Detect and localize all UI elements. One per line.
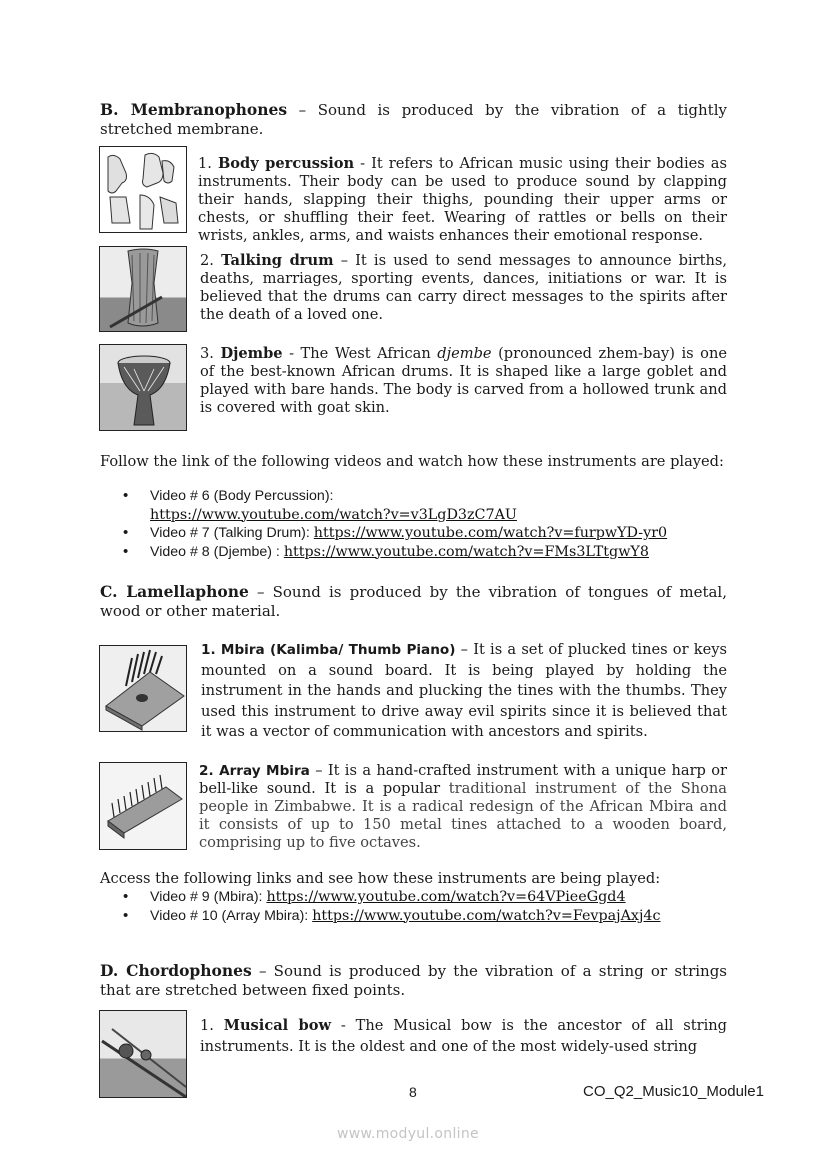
item-text-b: (pronounced zhem-bay) is one of the best-known African drums. It is shaped like a large goblet and played with bare hands. The body is carved from a hollowed trunk and is covered with goat skin. xyxy=(200,345,727,416)
body-percussion-image xyxy=(99,146,187,233)
list-item xyxy=(100,888,750,907)
section-c-heading xyxy=(100,583,727,620)
section-c-title: C. Lamellaphone xyxy=(100,582,249,601)
video-label: Video # 9 (Mbira): xyxy=(150,889,267,905)
item-text-a: - The West African xyxy=(282,345,438,362)
item-name-musical-bow: Musical bow xyxy=(223,1017,332,1034)
item-num: 1. xyxy=(200,1017,224,1034)
djembe-text xyxy=(200,345,727,417)
watermark: www.modyul.online xyxy=(337,1126,479,1142)
item-num: 1. xyxy=(198,155,218,172)
array-mbira-image xyxy=(99,762,187,850)
video-link[interactable]: https://www.youtube.com/watch?v=v3LgD3zC7AU xyxy=(150,506,517,523)
access-text: Access the following links and see how these instruments are being played: xyxy=(100,870,661,887)
djembe-image xyxy=(99,344,187,431)
video-link[interactable]: https://www.youtube.com/watch?v=furpwYD-yr0 xyxy=(313,525,668,541)
video-label: Video # 6 (Body Percussion): xyxy=(150,488,334,504)
item-text-em: djembe xyxy=(437,345,492,362)
section-d-title: D. Chordophones xyxy=(100,961,252,980)
page-number: 8 xyxy=(409,1084,417,1100)
item-text: – It is used to send messages to announce births, deaths, marriages, sporting events, dances, initiations or war. It is believed that the drums can carry direct messages to the spirits after the death of a loved one. xyxy=(200,252,727,323)
item-name-array-mbira: 2. Array Mbira xyxy=(199,763,310,779)
video-list-b xyxy=(100,487,740,561)
video-list-c xyxy=(100,888,750,925)
video-link[interactable]: https://www.youtube.com/watch?v=64VPieeGgd4 xyxy=(266,889,626,905)
body-percussion-text xyxy=(198,155,727,245)
item-text: - It refers to African music using their bodies as instruments. Their body can be used to produce sound by clapping their hands, slapping their thighs, pounding their upper arms or chests, or shuffling their feet. Wearing of rattles or bells on their wrists, ankles, arms, and waists enhances their emotional response. xyxy=(198,155,727,244)
video-link[interactable]: https://www.youtube.com/watch?v=FMs3LTtgwY8 xyxy=(283,543,649,560)
musical-bow-text xyxy=(200,1016,727,1057)
follow-text: Follow the link of the following videos and watch how these instruments are played: xyxy=(100,453,724,470)
video-label: Video # 8 (Djembe) : xyxy=(150,543,284,560)
video-label: Video # 10 (Array Mbira): xyxy=(150,907,313,924)
item-name-body-percussion: Body percussion xyxy=(217,155,355,172)
item-text: – It is a set of plucked tines or keys mounted on a sound board. It is being played by holding the instrument in the hands and plucking the tines with the thumbs. They used this instrument to drive away evil spirits since it is believed that it was a vector of communication with ancestors and spirits. xyxy=(201,641,727,741)
video-label: Video # 7 (Talking Drum): xyxy=(150,525,314,541)
list-item xyxy=(100,524,740,543)
item-num: 2. xyxy=(200,252,222,269)
video-link[interactable]: https://www.youtube.com/watch?v=FevpajAxj4c xyxy=(312,907,661,924)
item-text-b: traditional instrument of the Shona people in Zimbabwe. It is a radical redesign of the African Mbira and it consists of up to 150 metal tines attached to a wooden board, comprising up to five octaves. xyxy=(199,780,727,851)
section-d-heading xyxy=(100,962,727,999)
module-code: CO_Q2_Music10_Module1 xyxy=(583,1083,764,1100)
talking-drum-text xyxy=(200,252,727,324)
section-b-heading xyxy=(100,101,727,138)
mbira-text xyxy=(201,640,727,743)
section-d-desc: – Sound is produced by the vibration of a string or strings that are stretched between fixed points. xyxy=(100,962,727,999)
item-name-mbira: 1. Mbira (Kalimba/ Thumb Piano) xyxy=(201,642,456,658)
musical-bow-image xyxy=(99,1010,187,1098)
item-name-djembe: Djembe xyxy=(220,345,283,362)
section-b-title: B. Membranophones xyxy=(100,100,288,119)
list-item xyxy=(100,907,750,926)
item-num: 3. xyxy=(200,345,221,362)
section-c-desc: – Sound is produced by the vibration of tongues of metal, wood or other material. xyxy=(100,583,727,620)
item-text: - The Musical bow is the ancestor of all string instruments. It is the oldest and one of the most widely-used string xyxy=(200,1017,727,1055)
list-item xyxy=(100,543,740,562)
item-text-a: – It is a hand-crafted instrument with a unique harp or bell-like sound. It is a popular xyxy=(199,762,727,797)
item-name-talking-drum: Talking drum xyxy=(221,252,334,269)
list-item xyxy=(100,487,740,524)
mbira-image xyxy=(99,645,187,732)
section-b-desc: – Sound is produced by the vibration of a tightly stretched membrane. xyxy=(100,101,727,138)
array-mbira-text xyxy=(199,762,727,852)
talking-drum-image xyxy=(99,246,187,332)
